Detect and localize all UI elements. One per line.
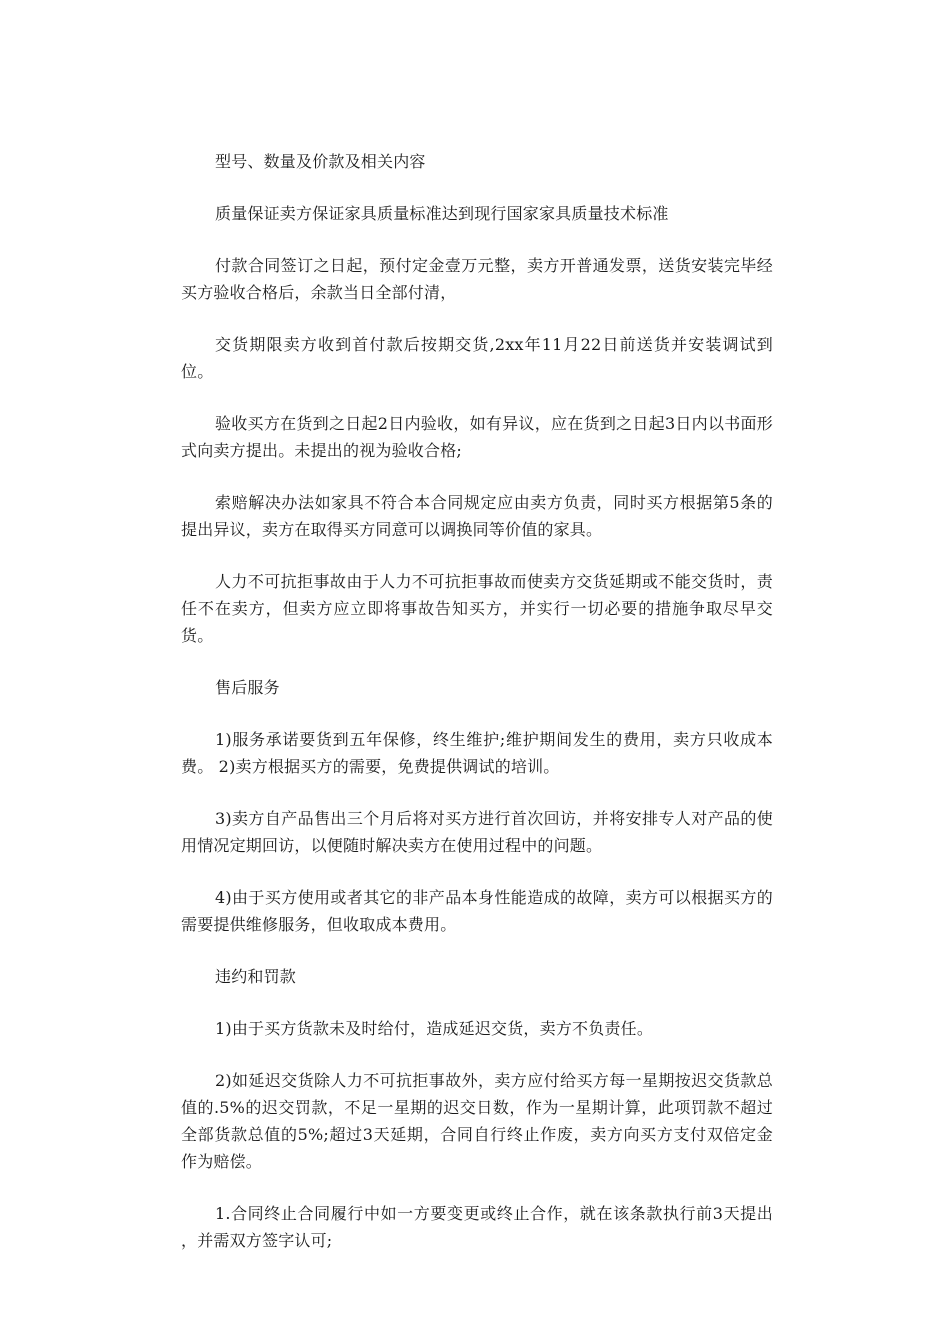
paragraph-delivery-period: 交货期限卖方收到首付款后按期交货,2xx年11月22日前送货并安装调试到位。	[181, 335, 773, 381]
paragraph-return-visit: 3)卖方自产品售出三个月后将对买方进行首次回访，并将安排专人对产品的使用情况定期回访，以便随时解决卖方在使用过程中的问题。	[181, 809, 773, 855]
paragraph-quality-guarantee: 质量保证卖方保证家具质量标准达到现行国家家具质量技术标准	[215, 204, 669, 223]
paragraph-contract-termination: 1.合同终止合同履行中如一方要变更或终止合作，就在该条款执行前3天提出 ，并需双方签字认可;	[181, 1204, 773, 1250]
paragraph-late-payment: 1)由于买方货款未及时给付，造成延迟交货，卖方不负责任。	[215, 1019, 654, 1038]
paragraph-late-delivery-penalty: 2)如延迟交货除人力不可抗拒事故外，卖方应付给买方每一星期按迟交货款总值的.5%的迟交罚款，不足一星期的迟交日数，作为一星期计算，此项罚款不超过全部货款总值的5%;超过3天延期，合同自行终止作废，卖方向买方支付双倍定金作为赔偿。	[181, 1071, 773, 1171]
paragraph-payment: 付款合同签订之日起，预付定金壹万元整，卖方开普通发票，送货安装完毕经买方验收合格后，余款当日全部付清，	[181, 256, 773, 302]
paragraph-acceptance: 验收买方在货到之日起2日内验收，如有异议，应在货到之日起3日内以书面形式向卖方提出。未提出的视为验收合格;	[181, 414, 773, 460]
paragraph-claims: 索赔解决办法如家具不符合本合同规定应由卖方负责，同时买方根据第5条的提出异议，卖方在取得买方同意可以调换同等价值的家具。	[181, 493, 773, 539]
paragraph-model-quantity-price: 型号、数量及价款及相关内容	[215, 152, 426, 171]
paragraph-force-majeure: 人力不可抗拒事故由于人力不可抗拒事故而使卖方交货延期或不能交货时，责任不在卖方，但卖方应立即将事故告知买方，并实行一切必要的措施争取尽早交货。	[181, 572, 773, 645]
section-heading-after-sales: 售后服务	[215, 678, 280, 697]
paragraph-service-commitment: 1)服务承诺要货到五年保修，终生维护;维护期间发生的费用，卖方只收成本费。 2)卖方根据买方的需要，免费提供调试的培训。	[181, 730, 773, 776]
section-heading-breach-penalty: 违约和罚款	[215, 967, 297, 986]
document-body	[181, 148, 773, 1279]
paragraph-repair-service: 4)由于买方使用或者其它的非产品本身性能造成的故障，卖方可以根据买方的需要提供维修服务，但收取成本费用。	[181, 888, 773, 934]
